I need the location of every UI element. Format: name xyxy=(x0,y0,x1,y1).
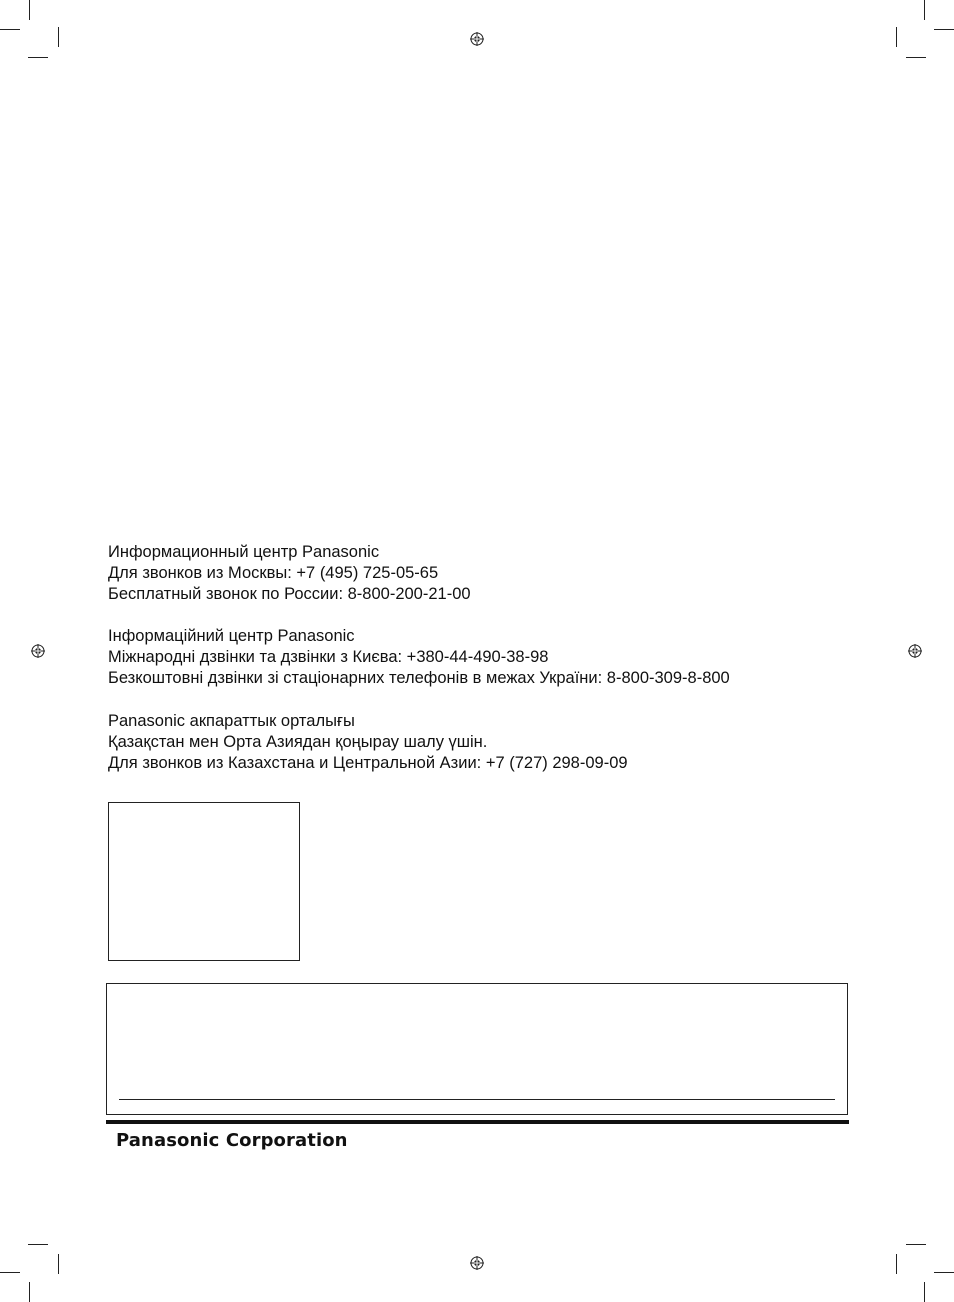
notes-divider xyxy=(119,1099,835,1100)
info-line: Информационный центр Panasonic xyxy=(108,543,380,561)
crop-mark xyxy=(58,1254,59,1274)
crop-mark xyxy=(906,1244,926,1245)
crop-mark xyxy=(896,1254,897,1274)
info-line: Для звонков из Казахстана и Центральной Азии: +7 (727) 298-09-09 xyxy=(108,754,628,772)
crop-mark xyxy=(934,1272,954,1273)
registration-mark-icon xyxy=(908,644,922,658)
info-line: Інформаційний центр Panasonic xyxy=(108,627,355,645)
info-line: Бесплатный звонок по России: 8-800-200-21-00 xyxy=(108,585,471,603)
notes-box xyxy=(106,983,848,1115)
crop-mark xyxy=(0,1272,20,1273)
company-name: Panasonic Corporation xyxy=(116,1130,348,1151)
crop-mark xyxy=(0,29,20,30)
registration-mark-icon xyxy=(470,32,484,46)
registration-mark-icon xyxy=(470,1256,484,1270)
footer-rule xyxy=(106,1120,849,1124)
info-line: Безкоштовні дзвінки зі стаціонарних телефонів в межах України: 8-800-309-8-800 xyxy=(108,669,730,687)
info-line: Міжнародні дзвінки та дзвінки з Києва: +380-44-490-38-98 xyxy=(108,648,549,666)
crop-mark xyxy=(924,0,925,20)
crop-mark xyxy=(29,1282,30,1302)
info-section-ukraine xyxy=(108,626,730,689)
info-section-kazakhstan xyxy=(108,711,628,774)
crop-mark xyxy=(28,1244,48,1245)
info-line: Қазақстан мен Орта Азиядан қоңырау шалу үшін. xyxy=(108,733,488,751)
crop-mark xyxy=(906,57,926,58)
info-line: Panasonic акпараттык орталығы xyxy=(108,712,355,730)
crop-mark xyxy=(924,1282,925,1302)
stamp-box xyxy=(108,802,300,961)
info-line: Для звонков из Москвы: +7 (495) 725-05-65 xyxy=(108,564,439,582)
crop-mark xyxy=(58,27,59,47)
crop-mark xyxy=(896,27,897,47)
crop-mark xyxy=(28,57,48,58)
info-section-russia xyxy=(108,542,471,605)
crop-mark xyxy=(934,29,954,30)
registration-mark-icon xyxy=(31,644,45,658)
crop-mark xyxy=(29,0,30,20)
